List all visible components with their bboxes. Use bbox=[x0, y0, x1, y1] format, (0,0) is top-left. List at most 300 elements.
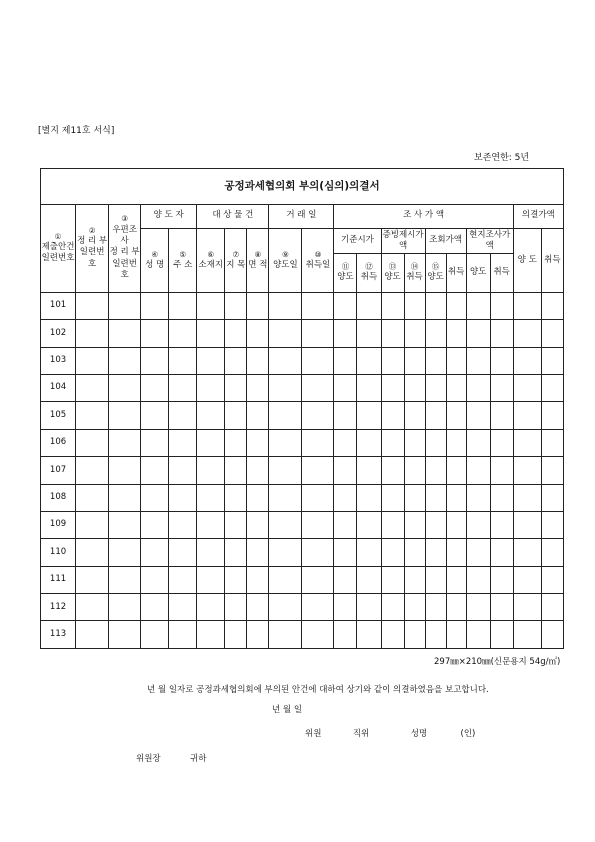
table-cell[interactable] bbox=[381, 320, 404, 347]
table-cell[interactable] bbox=[197, 539, 225, 566]
table-cell[interactable] bbox=[425, 621, 446, 649]
table-cell[interactable] bbox=[466, 429, 490, 456]
col-proof-acquisition: ⑭ 취득 bbox=[404, 254, 425, 293]
row-serial-number: 103 bbox=[41, 347, 76, 374]
table-cell[interactable] bbox=[381, 374, 404, 401]
table-cell[interactable] bbox=[381, 402, 404, 429]
table-cell[interactable] bbox=[302, 374, 334, 401]
table-cell[interactable] bbox=[109, 429, 141, 456]
table-cell[interactable] bbox=[141, 429, 169, 456]
table-cell[interactable] bbox=[357, 621, 381, 649]
table-cell[interactable] bbox=[513, 594, 541, 621]
table-cell[interactable] bbox=[357, 539, 381, 566]
table-cell[interactable] bbox=[404, 320, 425, 347]
table-cell[interactable] bbox=[302, 594, 334, 621]
table-cell[interactable] bbox=[247, 457, 269, 484]
table-cell[interactable] bbox=[404, 484, 425, 511]
table-cell[interactable] bbox=[357, 457, 381, 484]
table-cell[interactable] bbox=[381, 484, 404, 511]
table-cell[interactable] bbox=[334, 621, 357, 649]
table-cell[interactable] bbox=[490, 594, 513, 621]
group-target-property: 대 상 물 건 bbox=[197, 204, 269, 228]
row-serial-number: 108 bbox=[41, 484, 76, 511]
table-cell[interactable] bbox=[446, 539, 466, 566]
table-cell[interactable] bbox=[446, 484, 466, 511]
resolution-form-table bbox=[40, 168, 564, 649]
table-cell[interactable] bbox=[302, 539, 334, 566]
table-cell[interactable] bbox=[357, 484, 381, 511]
form-number-label: [별지 제11호 서식] bbox=[38, 126, 115, 136]
table-cell[interactable] bbox=[425, 429, 446, 456]
table-cell[interactable] bbox=[269, 484, 302, 511]
table-cell[interactable] bbox=[76, 511, 109, 538]
table-cell[interactable] bbox=[141, 511, 169, 538]
table-cell[interactable] bbox=[513, 457, 541, 484]
table-cell[interactable] bbox=[446, 566, 466, 593]
col-site-transfer: 양도 bbox=[466, 254, 490, 293]
table-cell[interactable] bbox=[76, 539, 109, 566]
table-cell[interactable] bbox=[197, 484, 225, 511]
table-cell[interactable] bbox=[490, 429, 513, 456]
table-cell[interactable] bbox=[334, 292, 357, 319]
table-cell[interactable] bbox=[225, 429, 247, 456]
row-serial-number: 102 bbox=[41, 320, 76, 347]
table-cell[interactable] bbox=[109, 457, 141, 484]
table-cell[interactable] bbox=[197, 511, 225, 538]
table-cell[interactable] bbox=[269, 539, 302, 566]
table-cell[interactable] bbox=[446, 457, 466, 484]
table-cell[interactable] bbox=[269, 402, 302, 429]
addressee bbox=[136, 752, 206, 764]
table-cell[interactable] bbox=[169, 457, 197, 484]
table-cell[interactable] bbox=[269, 594, 302, 621]
row-serial-number: 105 bbox=[41, 402, 76, 429]
table-cell[interactable] bbox=[141, 484, 169, 511]
table-cell[interactable] bbox=[197, 292, 225, 319]
table-cell[interactable] bbox=[490, 539, 513, 566]
table-cell[interactable] bbox=[169, 320, 197, 347]
row-serial-number: 104 bbox=[41, 374, 76, 401]
table-cell[interactable] bbox=[169, 566, 197, 593]
table-cell[interactable] bbox=[76, 484, 109, 511]
col-name: ④ 성 명 bbox=[141, 228, 169, 292]
table-cell[interactable] bbox=[334, 320, 357, 347]
col-acquisition-date: ⑩ 취득일 bbox=[302, 228, 334, 292]
table-cell[interactable] bbox=[513, 511, 541, 538]
table-cell[interactable] bbox=[425, 320, 446, 347]
table-cell[interactable] bbox=[247, 511, 269, 538]
table-cell[interactable] bbox=[225, 292, 247, 319]
table-cell[interactable] bbox=[76, 621, 109, 649]
table-cell[interactable] bbox=[76, 374, 109, 401]
table-cell[interactable] bbox=[541, 320, 563, 347]
table-cell[interactable] bbox=[446, 347, 466, 374]
table-row bbox=[41, 320, 564, 347]
table-cell[interactable] bbox=[446, 429, 466, 456]
table-cell[interactable] bbox=[334, 347, 357, 374]
col-address: ⑤ 주 소 bbox=[169, 228, 197, 292]
table-cell[interactable] bbox=[513, 484, 541, 511]
table-cell[interactable] bbox=[76, 457, 109, 484]
row-serial-number: 111 bbox=[41, 566, 76, 593]
table-cell[interactable] bbox=[357, 429, 381, 456]
table-cell[interactable] bbox=[247, 594, 269, 621]
table-cell[interactable] bbox=[466, 621, 490, 649]
table-cell[interactable] bbox=[247, 484, 269, 511]
table-cell[interactable] bbox=[197, 374, 225, 401]
table-cell[interactable] bbox=[109, 566, 141, 593]
table-cell[interactable] bbox=[466, 347, 490, 374]
table-cell[interactable] bbox=[513, 429, 541, 456]
table-cell[interactable] bbox=[169, 429, 197, 456]
table-cell[interactable] bbox=[169, 402, 197, 429]
table-cell[interactable] bbox=[169, 539, 197, 566]
table-cell[interactable] bbox=[247, 621, 269, 649]
table-cell[interactable] bbox=[357, 511, 381, 538]
table-cell[interactable] bbox=[269, 429, 302, 456]
sub-proof-price: 증빙제시가액 bbox=[381, 228, 425, 253]
table-cell[interactable] bbox=[141, 347, 169, 374]
table-row bbox=[41, 347, 564, 374]
table-cell[interactable] bbox=[466, 511, 490, 538]
table-cell[interactable] bbox=[197, 402, 225, 429]
table-cell[interactable] bbox=[334, 484, 357, 511]
table-cell[interactable] bbox=[302, 292, 334, 319]
table-cell[interactable] bbox=[109, 292, 141, 319]
table-cell[interactable] bbox=[109, 539, 141, 566]
row-serial-number: 112 bbox=[41, 594, 76, 621]
table-cell[interactable] bbox=[197, 429, 225, 456]
table-cell[interactable] bbox=[302, 320, 334, 347]
table-cell[interactable] bbox=[302, 621, 334, 649]
table-cell[interactable] bbox=[513, 566, 541, 593]
table-cell[interactable] bbox=[381, 429, 404, 456]
table-cell[interactable] bbox=[466, 402, 490, 429]
table-cell[interactable] bbox=[109, 621, 141, 649]
date-line: 년 월 일 bbox=[272, 705, 303, 715]
table-cell[interactable] bbox=[76, 429, 109, 456]
table-cell[interactable] bbox=[446, 374, 466, 401]
table-cell[interactable] bbox=[404, 621, 425, 649]
table-cell[interactable] bbox=[225, 511, 247, 538]
table-cell[interactable] bbox=[404, 539, 425, 566]
table-cell[interactable] bbox=[425, 511, 446, 538]
table-cell[interactable] bbox=[446, 320, 466, 347]
table-cell[interactable] bbox=[169, 374, 197, 401]
table-cell[interactable] bbox=[334, 594, 357, 621]
table-cell[interactable] bbox=[425, 594, 446, 621]
table-cell[interactable] bbox=[302, 402, 334, 429]
table-cell[interactable] bbox=[169, 621, 197, 649]
table-cell[interactable] bbox=[404, 374, 425, 401]
member-label: 위원 bbox=[305, 729, 322, 739]
position-label: 직위 bbox=[352, 729, 370, 739]
table-cell[interactable] bbox=[513, 374, 541, 401]
retention-period: 보존연한: 5년 bbox=[474, 153, 530, 163]
table-cell[interactable] bbox=[197, 594, 225, 621]
table-cell[interactable] bbox=[302, 429, 334, 456]
table-cell[interactable] bbox=[247, 429, 269, 456]
table-cell[interactable] bbox=[109, 347, 141, 374]
table-cell[interactable] bbox=[141, 621, 169, 649]
table-cell[interactable] bbox=[446, 594, 466, 621]
table-cell[interactable] bbox=[169, 594, 197, 621]
table-cell[interactable] bbox=[269, 347, 302, 374]
col-land-category: ⑦ 지 목 bbox=[225, 228, 247, 292]
table-cell[interactable] bbox=[334, 429, 357, 456]
col-decided-acquisition: 취득 bbox=[541, 228, 563, 292]
table-cell[interactable] bbox=[541, 429, 563, 456]
table-cell[interactable] bbox=[425, 347, 446, 374]
row-serial-number: 101 bbox=[41, 292, 76, 319]
col-mail-survey-serial: ③ 우편조사 정 리 부 일련번호 bbox=[109, 204, 141, 292]
table-cell[interactable] bbox=[541, 511, 563, 538]
paper-size-note: 297㎜×210㎜(신문용지 54g/㎡) bbox=[434, 657, 561, 667]
table-cell[interactable] bbox=[541, 621, 563, 649]
table-cell[interactable] bbox=[169, 511, 197, 538]
table-cell[interactable] bbox=[76, 292, 109, 319]
table-cell[interactable] bbox=[425, 539, 446, 566]
form-title: 공정과세협의회 부의(심의)의결서 bbox=[41, 169, 564, 205]
table-cell[interactable] bbox=[404, 429, 425, 456]
table-cell[interactable] bbox=[404, 594, 425, 621]
table-cell[interactable] bbox=[334, 457, 357, 484]
table-cell[interactable] bbox=[141, 320, 169, 347]
table-cell[interactable] bbox=[541, 374, 563, 401]
table-cell[interactable] bbox=[109, 484, 141, 511]
table-cell[interactable] bbox=[109, 402, 141, 429]
table-cell[interactable] bbox=[76, 594, 109, 621]
table-cell[interactable] bbox=[109, 511, 141, 538]
signature-line bbox=[305, 727, 475, 739]
table-row bbox=[41, 484, 564, 511]
col-inquiry-transfer: ⑮ 양도 bbox=[425, 254, 446, 293]
table-cell[interactable] bbox=[381, 457, 404, 484]
table-cell[interactable] bbox=[541, 402, 563, 429]
table-cell[interactable] bbox=[169, 484, 197, 511]
table-cell[interactable] bbox=[404, 347, 425, 374]
table-cell[interactable] bbox=[225, 457, 247, 484]
table-cell[interactable] bbox=[425, 292, 446, 319]
table-cell[interactable] bbox=[541, 594, 563, 621]
col-std-acquisition: ⑫ 취득 bbox=[357, 254, 381, 293]
table-row bbox=[41, 621, 564, 649]
table-cell[interactable] bbox=[541, 566, 563, 593]
table-cell[interactable] bbox=[490, 374, 513, 401]
table-cell[interactable] bbox=[76, 347, 109, 374]
table-cell[interactable] bbox=[169, 347, 197, 374]
table-cell[interactable] bbox=[141, 594, 169, 621]
table-cell[interactable] bbox=[381, 539, 404, 566]
addressee-title: 위원장 bbox=[136, 754, 161, 764]
table-cell[interactable] bbox=[334, 402, 357, 429]
table-cell[interactable] bbox=[141, 292, 169, 319]
row-serial-number: 110 bbox=[41, 539, 76, 566]
table-cell[interactable] bbox=[269, 511, 302, 538]
table-cell[interactable] bbox=[404, 292, 425, 319]
table-cell[interactable] bbox=[197, 347, 225, 374]
table-cell[interactable] bbox=[541, 539, 563, 566]
table-cell[interactable] bbox=[513, 320, 541, 347]
table-cell[interactable] bbox=[541, 457, 563, 484]
table-cell[interactable] bbox=[357, 402, 381, 429]
col-site-acquisition: 취득 bbox=[490, 254, 513, 293]
name-label: 성명 bbox=[410, 729, 428, 739]
table-cell[interactable] bbox=[302, 347, 334, 374]
table-cell[interactable] bbox=[269, 320, 302, 347]
row-serial-number: 106 bbox=[41, 429, 76, 456]
table-cell[interactable] bbox=[302, 484, 334, 511]
table-cell[interactable] bbox=[490, 292, 513, 319]
table-cell[interactable] bbox=[76, 566, 109, 593]
table-cell[interactable] bbox=[269, 566, 302, 593]
col-std-transfer: ⑪ 양도 bbox=[334, 254, 357, 293]
table-cell[interactable] bbox=[76, 320, 109, 347]
table-cell[interactable] bbox=[404, 511, 425, 538]
table-cell[interactable] bbox=[466, 484, 490, 511]
table-cell[interactable] bbox=[541, 484, 563, 511]
table-cell[interactable] bbox=[302, 511, 334, 538]
table-cell[interactable] bbox=[141, 539, 169, 566]
table-cell[interactable] bbox=[466, 594, 490, 621]
table-cell[interactable] bbox=[357, 566, 381, 593]
table-cell[interactable] bbox=[381, 621, 404, 649]
table-cell[interactable] bbox=[197, 457, 225, 484]
col-proof-transfer: ⑬ 양도 bbox=[381, 254, 404, 293]
table-cell[interactable] bbox=[466, 539, 490, 566]
table-cell[interactable] bbox=[334, 511, 357, 538]
table-cell[interactable] bbox=[269, 374, 302, 401]
table-cell[interactable] bbox=[76, 402, 109, 429]
table-cell[interactable] bbox=[225, 621, 247, 649]
table-cell[interactable] bbox=[247, 566, 269, 593]
table-cell[interactable] bbox=[446, 621, 466, 649]
table-cell[interactable] bbox=[269, 292, 302, 319]
table-cell[interactable] bbox=[541, 292, 563, 319]
table-cell[interactable] bbox=[513, 402, 541, 429]
table-cell[interactable] bbox=[490, 511, 513, 538]
table-cell[interactable] bbox=[466, 566, 490, 593]
table-cell[interactable] bbox=[302, 566, 334, 593]
table-cell[interactable] bbox=[141, 402, 169, 429]
col-area: ⑧ 면 적 bbox=[247, 228, 269, 292]
table-cell[interactable] bbox=[247, 347, 269, 374]
table-cell[interactable] bbox=[404, 457, 425, 484]
table-cell[interactable] bbox=[357, 374, 381, 401]
table-cell[interactable] bbox=[109, 320, 141, 347]
table-cell[interactable] bbox=[269, 621, 302, 649]
table-cell[interactable] bbox=[381, 347, 404, 374]
table-cell[interactable] bbox=[225, 320, 247, 347]
row-serial-number: 113 bbox=[41, 621, 76, 649]
col-submitted-serial: ① 제출안건 일련번호 bbox=[41, 204, 76, 292]
table-cell[interactable] bbox=[490, 566, 513, 593]
table-cell[interactable] bbox=[357, 347, 381, 374]
col-transfer-date: ⑨ 양도일 bbox=[269, 228, 302, 292]
table-cell[interactable] bbox=[247, 402, 269, 429]
table-cell[interactable] bbox=[513, 621, 541, 649]
table-cell[interactable] bbox=[197, 566, 225, 593]
table-cell[interactable] bbox=[541, 347, 563, 374]
table-cell[interactable] bbox=[334, 566, 357, 593]
table-cell[interactable] bbox=[490, 320, 513, 347]
table-cell[interactable] bbox=[466, 320, 490, 347]
table-cell[interactable] bbox=[425, 484, 446, 511]
table-cell[interactable] bbox=[334, 539, 357, 566]
table-cell[interactable] bbox=[225, 566, 247, 593]
table-cell[interactable] bbox=[109, 594, 141, 621]
table-cell[interactable] bbox=[466, 374, 490, 401]
table-cell[interactable] bbox=[513, 292, 541, 319]
table-cell[interactable] bbox=[425, 374, 446, 401]
table-cell[interactable] bbox=[381, 566, 404, 593]
table-row bbox=[41, 429, 564, 456]
table-cell[interactable] bbox=[225, 347, 247, 374]
table-cell[interactable] bbox=[247, 374, 269, 401]
col-decided-transfer: 양 도 bbox=[513, 228, 541, 292]
table-cell[interactable] bbox=[404, 566, 425, 593]
table-cell[interactable] bbox=[225, 484, 247, 511]
table-cell[interactable] bbox=[141, 566, 169, 593]
table-cell[interactable] bbox=[169, 292, 197, 319]
table-cell[interactable] bbox=[357, 292, 381, 319]
table-cell[interactable] bbox=[466, 292, 490, 319]
table-row bbox=[41, 539, 564, 566]
table-cell[interactable] bbox=[490, 402, 513, 429]
table-cell[interactable] bbox=[446, 511, 466, 538]
table-cell[interactable] bbox=[446, 292, 466, 319]
table-cell[interactable] bbox=[109, 374, 141, 401]
col-ledger-serial: ② 정 리 부 일련번호 bbox=[76, 204, 109, 292]
table-cell[interactable] bbox=[404, 402, 425, 429]
table-cell[interactable] bbox=[425, 566, 446, 593]
table-cell[interactable] bbox=[490, 484, 513, 511]
col-location: ⑥ 소재지 bbox=[197, 228, 225, 292]
sub-inquiry-price: 조회가액 bbox=[425, 228, 466, 253]
table-cell[interactable] bbox=[334, 374, 357, 401]
table-cell[interactable] bbox=[490, 621, 513, 649]
table-cell[interactable] bbox=[490, 347, 513, 374]
table-cell[interactable] bbox=[269, 457, 302, 484]
table-cell[interactable] bbox=[446, 402, 466, 429]
table-cell[interactable] bbox=[197, 621, 225, 649]
table-cell[interactable] bbox=[225, 374, 247, 401]
table-cell[interactable] bbox=[247, 320, 269, 347]
table-cell[interactable] bbox=[197, 320, 225, 347]
table-cell[interactable] bbox=[302, 457, 334, 484]
table-cell[interactable] bbox=[225, 402, 247, 429]
table-cell[interactable] bbox=[513, 347, 541, 374]
table-cell[interactable] bbox=[381, 511, 404, 538]
table-cell[interactable] bbox=[247, 539, 269, 566]
table-cell[interactable] bbox=[247, 292, 269, 319]
table-cell[interactable] bbox=[357, 594, 381, 621]
table-cell[interactable] bbox=[141, 374, 169, 401]
table-cell[interactable] bbox=[381, 594, 404, 621]
table-cell[interactable] bbox=[357, 320, 381, 347]
table-cell[interactable] bbox=[466, 457, 490, 484]
table-cell[interactable] bbox=[513, 539, 541, 566]
table-cell[interactable] bbox=[141, 457, 169, 484]
sub-site-survey-price: 현지조사가액 bbox=[466, 228, 513, 253]
table-cell[interactable] bbox=[490, 457, 513, 484]
table-cell[interactable] bbox=[425, 457, 446, 484]
table-cell[interactable] bbox=[225, 594, 247, 621]
table-cell[interactable] bbox=[225, 539, 247, 566]
table-cell[interactable] bbox=[381, 292, 404, 319]
table-cell[interactable] bbox=[425, 402, 446, 429]
table-row bbox=[41, 511, 564, 538]
